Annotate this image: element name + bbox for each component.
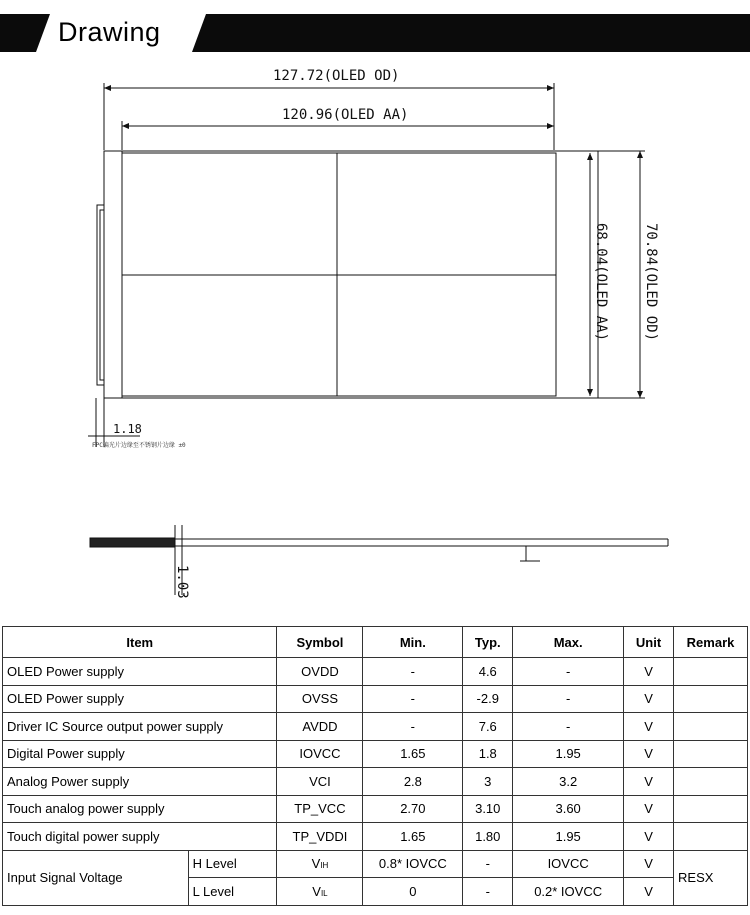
cell-item: Touch digital power supply bbox=[3, 823, 277, 851]
cell-typ: 7.6 bbox=[463, 713, 513, 741]
dim-label-od-width: 127.72(OLED OD) bbox=[273, 68, 400, 84]
table-row bbox=[3, 685, 748, 713]
section-title: Drawing bbox=[58, 17, 161, 47]
cell-min: 1.65 bbox=[363, 740, 463, 768]
cell-remark bbox=[674, 658, 748, 686]
dim-label-thickness: 1.03 bbox=[174, 565, 190, 599]
cell-item: Driver IC Source output power supply bbox=[3, 713, 277, 741]
dim-label-aa-width: 120.96(OLED AA) bbox=[282, 107, 409, 123]
cell-min: 2.8 bbox=[363, 768, 463, 796]
cell-min: - bbox=[363, 713, 463, 741]
cell-symbol: VCI bbox=[277, 768, 363, 796]
cell-min: 0 bbox=[363, 878, 463, 906]
dim-label-offset: 1.18 bbox=[113, 422, 142, 436]
cell-max: IOVCC bbox=[513, 850, 624, 878]
cell-remark bbox=[674, 823, 748, 851]
header-symbol: Symbol bbox=[277, 627, 363, 658]
cell-max: - bbox=[513, 685, 624, 713]
symbol-main: V bbox=[312, 883, 321, 899]
cell-unit: V bbox=[624, 878, 674, 906]
cell-symbol: IOVCC bbox=[277, 740, 363, 768]
cell-max: - bbox=[513, 658, 624, 686]
cell-unit: V bbox=[624, 795, 674, 823]
cell-typ: -2.9 bbox=[463, 685, 513, 713]
cell-min: - bbox=[363, 685, 463, 713]
header-max: Max. bbox=[513, 627, 624, 658]
cell-symbol: TP_VDDI bbox=[277, 823, 363, 851]
cell-remark bbox=[674, 685, 748, 713]
header-remark: Remark bbox=[674, 627, 748, 658]
cell-symbol: TP_VCC bbox=[277, 795, 363, 823]
table-row bbox=[3, 713, 748, 741]
symbol-sub: IH bbox=[320, 861, 329, 871]
cell-max: 1.95 bbox=[513, 740, 624, 768]
cell-symbol: OVSS bbox=[277, 685, 363, 713]
cell-min: - bbox=[363, 658, 463, 686]
cell-unit: V bbox=[624, 658, 674, 686]
table-row bbox=[3, 850, 748, 878]
cell-typ: 3.10 bbox=[463, 795, 513, 823]
header-item: Item bbox=[3, 627, 277, 658]
cell-typ: - bbox=[463, 850, 513, 878]
cell-typ: - bbox=[463, 878, 513, 906]
cell-unit: V bbox=[624, 713, 674, 741]
dim-label-od-height: 70.84(OLED OD) bbox=[643, 223, 659, 342]
symbol-main: V bbox=[311, 856, 321, 872]
cell-item: OLED Power supply bbox=[3, 685, 277, 713]
cell-remark-resx: RESX bbox=[674, 850, 748, 905]
dim-label-aa-height: 68.04(OLED AA) bbox=[593, 223, 609, 342]
cell-remark bbox=[674, 713, 748, 741]
cell-min: 2.70 bbox=[363, 795, 463, 823]
table-row bbox=[3, 768, 748, 796]
header-min: Min. bbox=[363, 627, 463, 658]
cell-item: Touch analog power supply bbox=[3, 795, 277, 823]
cell-symbol-vil bbox=[277, 878, 363, 906]
cell-typ: 1.80 bbox=[463, 823, 513, 851]
cell-item: OLED Power supply bbox=[3, 658, 277, 686]
cell-item: Digital Power supply bbox=[3, 740, 277, 768]
cell-item: Analog Power supply bbox=[3, 768, 277, 796]
cell-symbol: AVDD bbox=[277, 713, 363, 741]
table-row bbox=[3, 658, 748, 686]
cell-unit: V bbox=[624, 685, 674, 713]
cell-level-h: H Level bbox=[188, 850, 277, 878]
cell-max: 3.60 bbox=[513, 795, 624, 823]
table-row bbox=[3, 795, 748, 823]
cell-remark bbox=[674, 740, 748, 768]
cell-min: 1.65 bbox=[363, 823, 463, 851]
cell-max: 0.2* IOVCC bbox=[513, 878, 624, 906]
cell-max: 1.95 bbox=[513, 823, 624, 851]
cell-unit: V bbox=[624, 850, 674, 878]
cell-item-input-signal: Input Signal Voltage bbox=[3, 850, 189, 905]
cell-unit: V bbox=[624, 823, 674, 851]
cell-max: 3.2 bbox=[513, 768, 624, 796]
table-row bbox=[3, 740, 748, 768]
cell-typ: 3 bbox=[463, 768, 513, 796]
cell-unit: V bbox=[624, 768, 674, 796]
cell-remark bbox=[674, 768, 748, 796]
symbol-sub: IL bbox=[320, 888, 328, 898]
cell-typ: 4.6 bbox=[463, 658, 513, 686]
technical-drawing bbox=[0, 55, 750, 615]
cell-unit: V bbox=[624, 740, 674, 768]
header-typ: Typ. bbox=[463, 627, 513, 658]
cell-typ: 1.8 bbox=[463, 740, 513, 768]
cell-symbol-vih bbox=[277, 850, 363, 878]
cell-symbol: OVDD bbox=[277, 658, 363, 686]
cell-max: - bbox=[513, 713, 624, 741]
header-unit: Unit bbox=[624, 627, 674, 658]
table-header-row bbox=[3, 627, 748, 658]
spec-table bbox=[2, 626, 748, 906]
table-row bbox=[3, 823, 748, 851]
cell-remark bbox=[674, 795, 748, 823]
cell-min: 0.8* IOVCC bbox=[363, 850, 463, 878]
cell-level-l: L Level bbox=[188, 878, 277, 906]
drawing-note: FPC偏光片边缘至不锈钢片边缘 ±0 bbox=[92, 442, 186, 449]
